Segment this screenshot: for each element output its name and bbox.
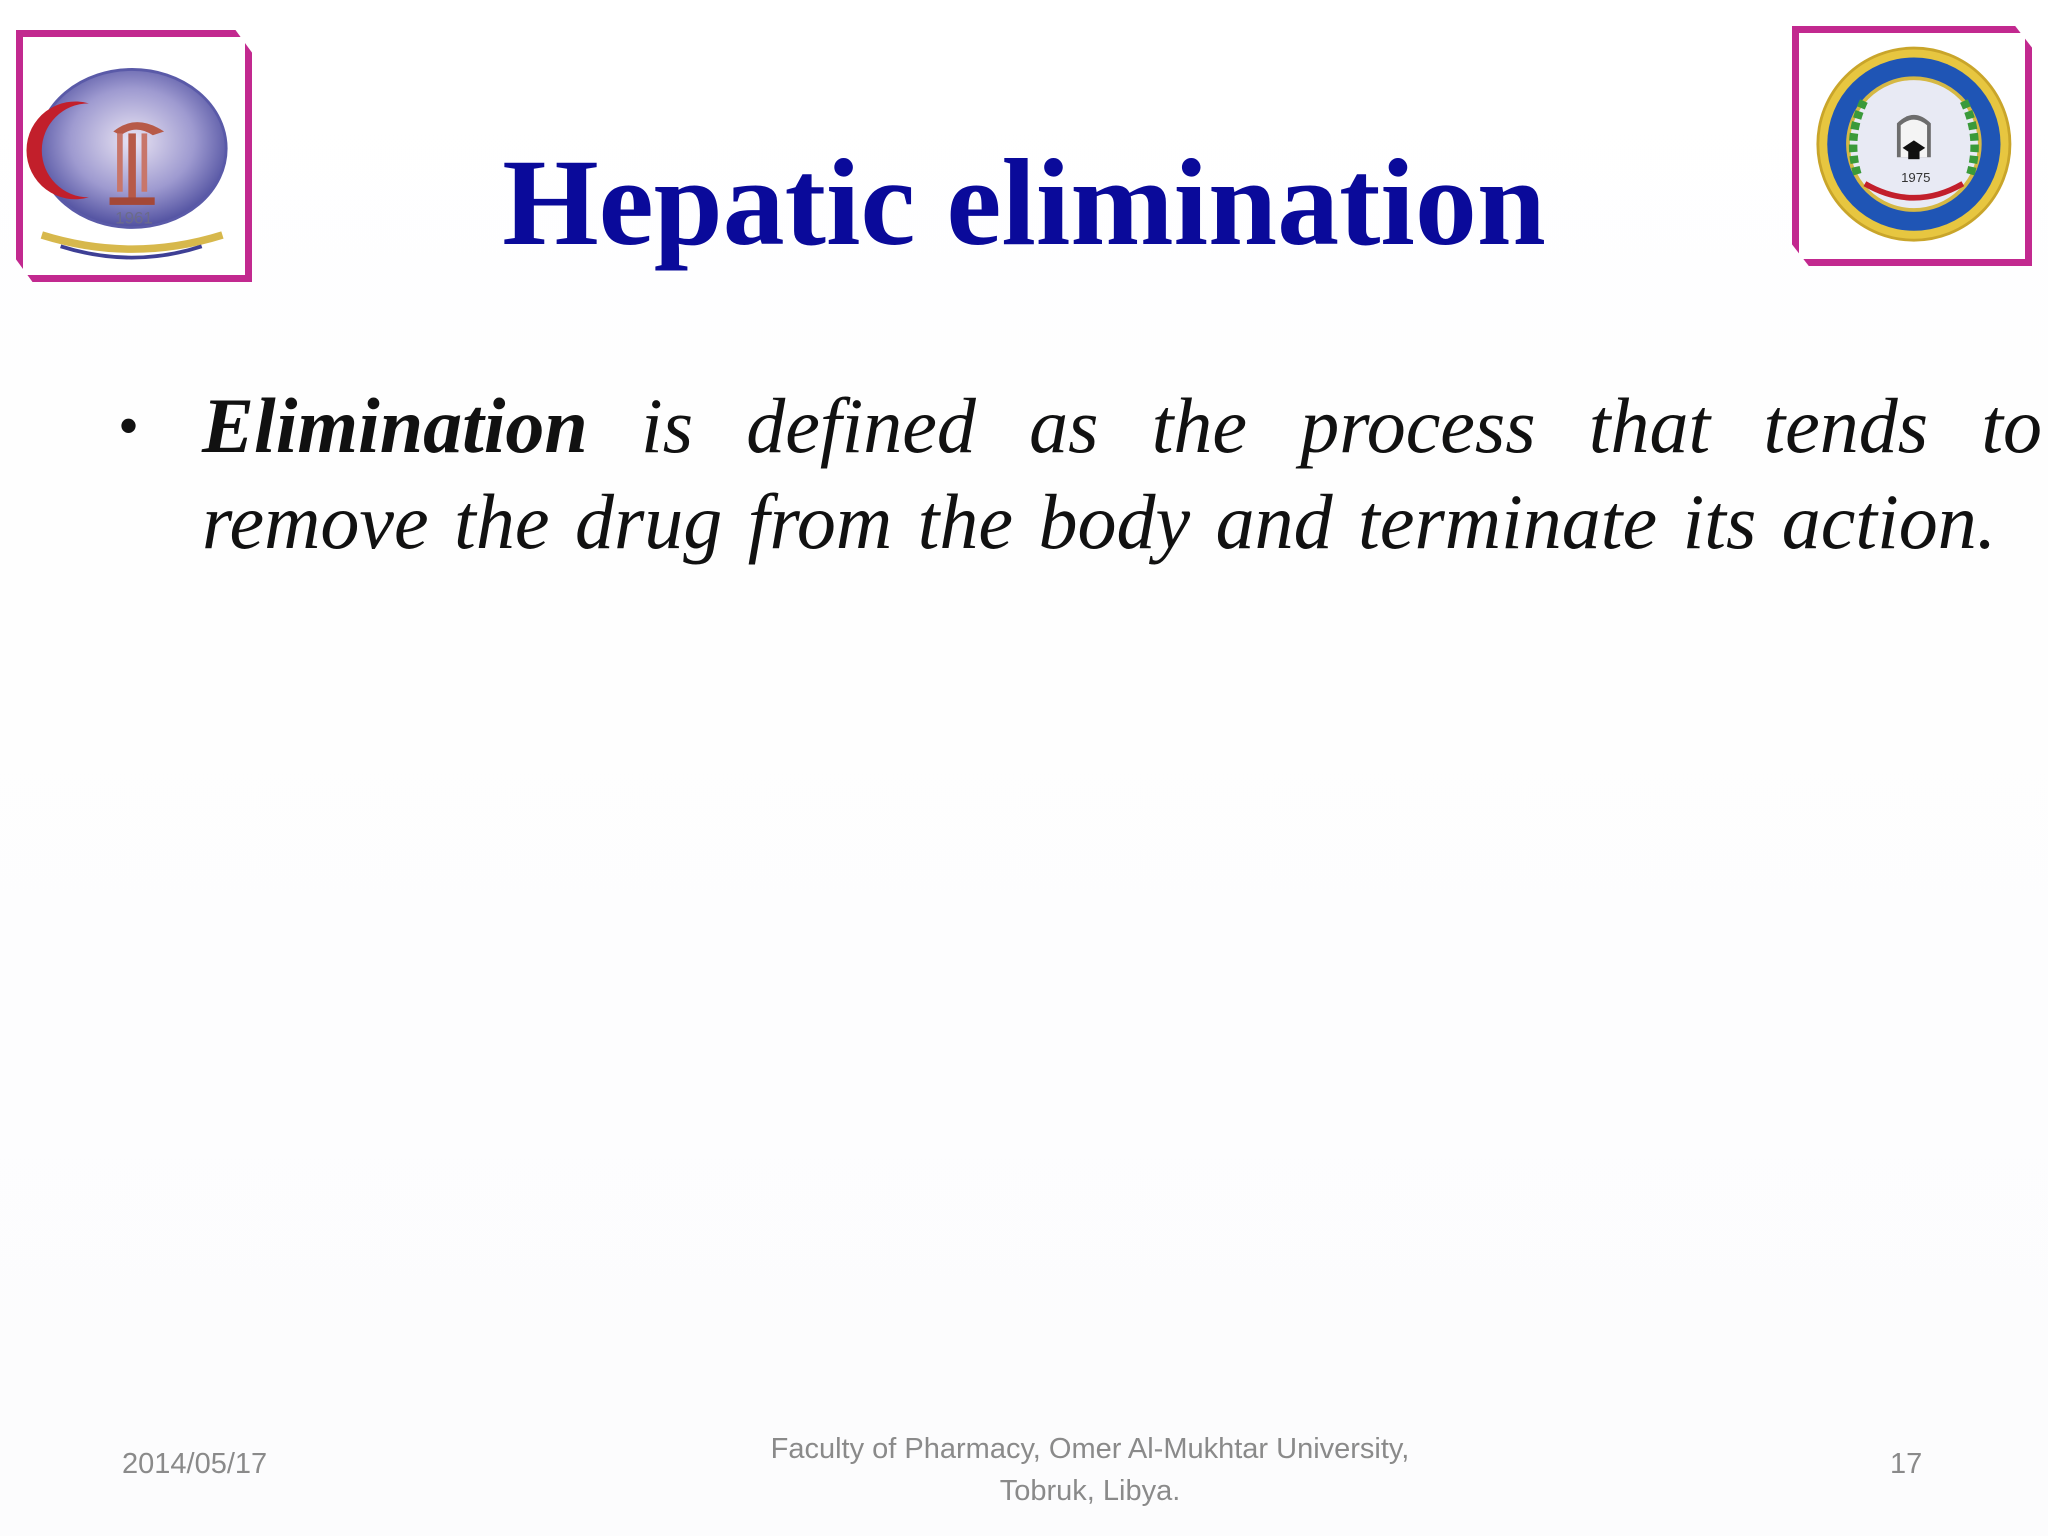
bullet-text [202, 378, 2042, 570]
footer-date: 2014/05/17 [122, 1448, 268, 1480]
footer-institution-line1: Faculty of Pharmacy, Omer Al-Mukhtar University, [770, 1433, 1410, 1465]
bullet-lead-term: Elimination [202, 382, 588, 469]
bullet-body: is defined as the process that tends to remove the drug from the body and terminate its action. [202, 382, 2042, 565]
slide-title: Hepatic elimination [502, 134, 1546, 271]
footer-institution-line2: Tobruk, Libya. [999, 1475, 1181, 1507]
right-logo-year: 1975 [1901, 169, 1931, 185]
bullet-icon: • [118, 393, 140, 459]
footer-institution [640, 1428, 1540, 1512]
left-logo-year: 1961 [115, 208, 153, 228]
page-number: 17 [1890, 1448, 1923, 1480]
